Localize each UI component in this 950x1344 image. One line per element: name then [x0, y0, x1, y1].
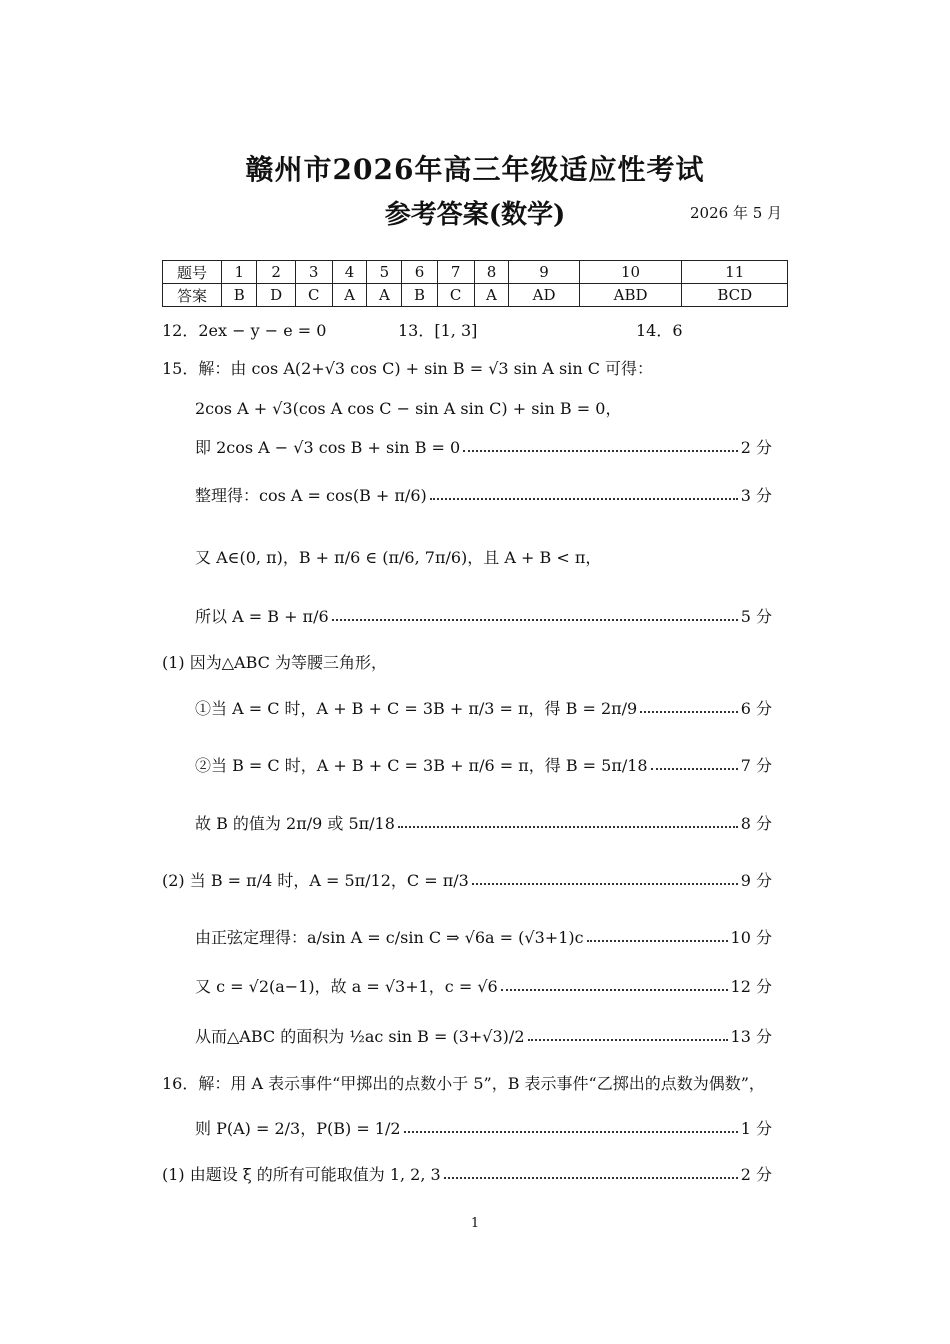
leader-dots	[398, 816, 738, 828]
score-label: 12 分	[730, 977, 772, 996]
score-label: 6 分	[740, 699, 772, 718]
question-number-cell: 4	[332, 261, 367, 284]
question-number-cell: 5	[367, 261, 402, 284]
question-number-cell: 10	[579, 261, 682, 284]
solution-line: 2cos A + √3(cos A cos C − sin A sin C) + sin B = 0，	[195, 399, 622, 418]
solution-line: 15．解：由 cos A(2+√3 cos C) + sin B = √3 sin A sin C 可得：	[162, 359, 654, 378]
score-label: 10 分	[730, 928, 772, 947]
score-label: 13 分	[730, 1027, 772, 1046]
leader-dots	[404, 1121, 738, 1133]
question-number-cell: 6	[402, 261, 437, 284]
table-row	[163, 284, 788, 307]
solution-line: 则 P(A) = 2/3，P(B) = 1/2 1 分	[195, 1119, 772, 1138]
solution-line: 即 2cos A − √3 cos B + sin B = 0 2 分	[195, 438, 772, 457]
question-number-cell: 7	[437, 261, 474, 284]
answer-cell: AD	[509, 284, 579, 307]
solution-line: ②当 B = C 时，A + B + C = 3B + π/6 = π，得 B = 5π/18 7 分	[195, 756, 772, 775]
solution-line: (2) 当 B = π/4 时，A = 5π/12，C = π/3 9 分	[162, 871, 772, 890]
leader-dots	[444, 1167, 738, 1179]
solution-line: 整理得：cos A = cos(B + π/6) 3 分	[195, 486, 772, 505]
leader-dots	[472, 873, 738, 885]
score-label: 8 分	[740, 814, 772, 833]
answer-cell: A	[332, 284, 367, 307]
solution-line: (1) 由题设 ξ 的所有可能取值为 1, 2, 3 2 分	[162, 1165, 772, 1184]
solution-line: 又 A∈(0, π)，B + π/6 ∈ (π/6, 7π/6)，且 A + B < π，	[195, 548, 602, 567]
solution-line: 故 B 的值为 2π/9 或 5π/18 8 分	[195, 814, 772, 833]
solution-line: (1) 因为△ABC 为等腰三角形，	[162, 653, 387, 672]
leader-dots	[332, 609, 738, 621]
leader-dots	[651, 758, 738, 770]
answer-cell: C	[295, 284, 332, 307]
leader-dots	[528, 1029, 728, 1041]
question-number-cell: 9	[509, 261, 579, 284]
answer-q14: 14．6	[636, 321, 683, 340]
score-label: 3 分	[740, 486, 772, 505]
answer-cell: C	[437, 284, 474, 307]
score-label: 1 分	[740, 1119, 772, 1138]
question-number-cell: 1	[222, 261, 257, 284]
leader-dots	[501, 979, 728, 991]
leader-dots	[640, 701, 737, 713]
leader-dots	[430, 488, 738, 500]
question-number-cell: 11	[682, 261, 788, 284]
answer-cell: B	[402, 284, 437, 307]
solution-line: 从而△ABC 的面积为 ½ac sin B = (3+√3)/2 13 分	[195, 1027, 772, 1046]
answer-cell: B	[222, 284, 257, 307]
answer-table	[162, 260, 788, 307]
question-number-cell: 2	[257, 261, 295, 284]
answer-cell: D	[257, 284, 295, 307]
page-title: 赣州市2026年高三年级适应性考试	[245, 153, 705, 186]
exam-date: 2026 年 5 月	[690, 204, 783, 222]
table-header-cell: 题号	[163, 261, 222, 284]
answer-cell: ABD	[579, 284, 682, 307]
question-number-cell: 3	[295, 261, 332, 284]
page-number: 1	[470, 1216, 480, 1231]
answer-cell: A	[474, 284, 509, 307]
score-label: 2 分	[740, 1165, 772, 1184]
score-label: 2 分	[740, 438, 772, 457]
solution-line: 16．解：用 A 表示事件“甲掷出的点数小于 5”，B 表示事件“乙掷出的点数为偶数”，	[162, 1074, 765, 1093]
leader-dots	[587, 930, 728, 942]
solution-line: ①当 A = C 时，A + B + C = 3B + π/3 = π，得 B = 2π/9 6 分	[195, 699, 772, 718]
answer-cell: BCD	[682, 284, 788, 307]
score-label: 5 分	[740, 607, 772, 626]
question-number-cell: 8	[474, 261, 509, 284]
leader-dots	[463, 440, 738, 452]
answer-cell: A	[367, 284, 402, 307]
answer-q13: 13．[1, 3]	[398, 321, 478, 340]
table-header-cell: 答案	[163, 284, 222, 307]
table-row	[163, 261, 788, 284]
solution-line: 所以 A = B + π/6 5 分	[195, 607, 772, 626]
score-label: 9 分	[740, 871, 772, 890]
page-subtitle: 参考答案(数学)	[384, 200, 566, 230]
score-label: 7 分	[740, 756, 772, 775]
solution-line: 由正弦定理得：a/sin A = c/sin C ⇒ √6a = (√3+1)c 10 分	[195, 928, 772, 947]
solution-line: 又 c = √2(a−1)，故 a = √3+1，c = √6 12 分	[195, 977, 772, 996]
answer-q12: 12．2ex − y − e = 0	[162, 321, 327, 340]
